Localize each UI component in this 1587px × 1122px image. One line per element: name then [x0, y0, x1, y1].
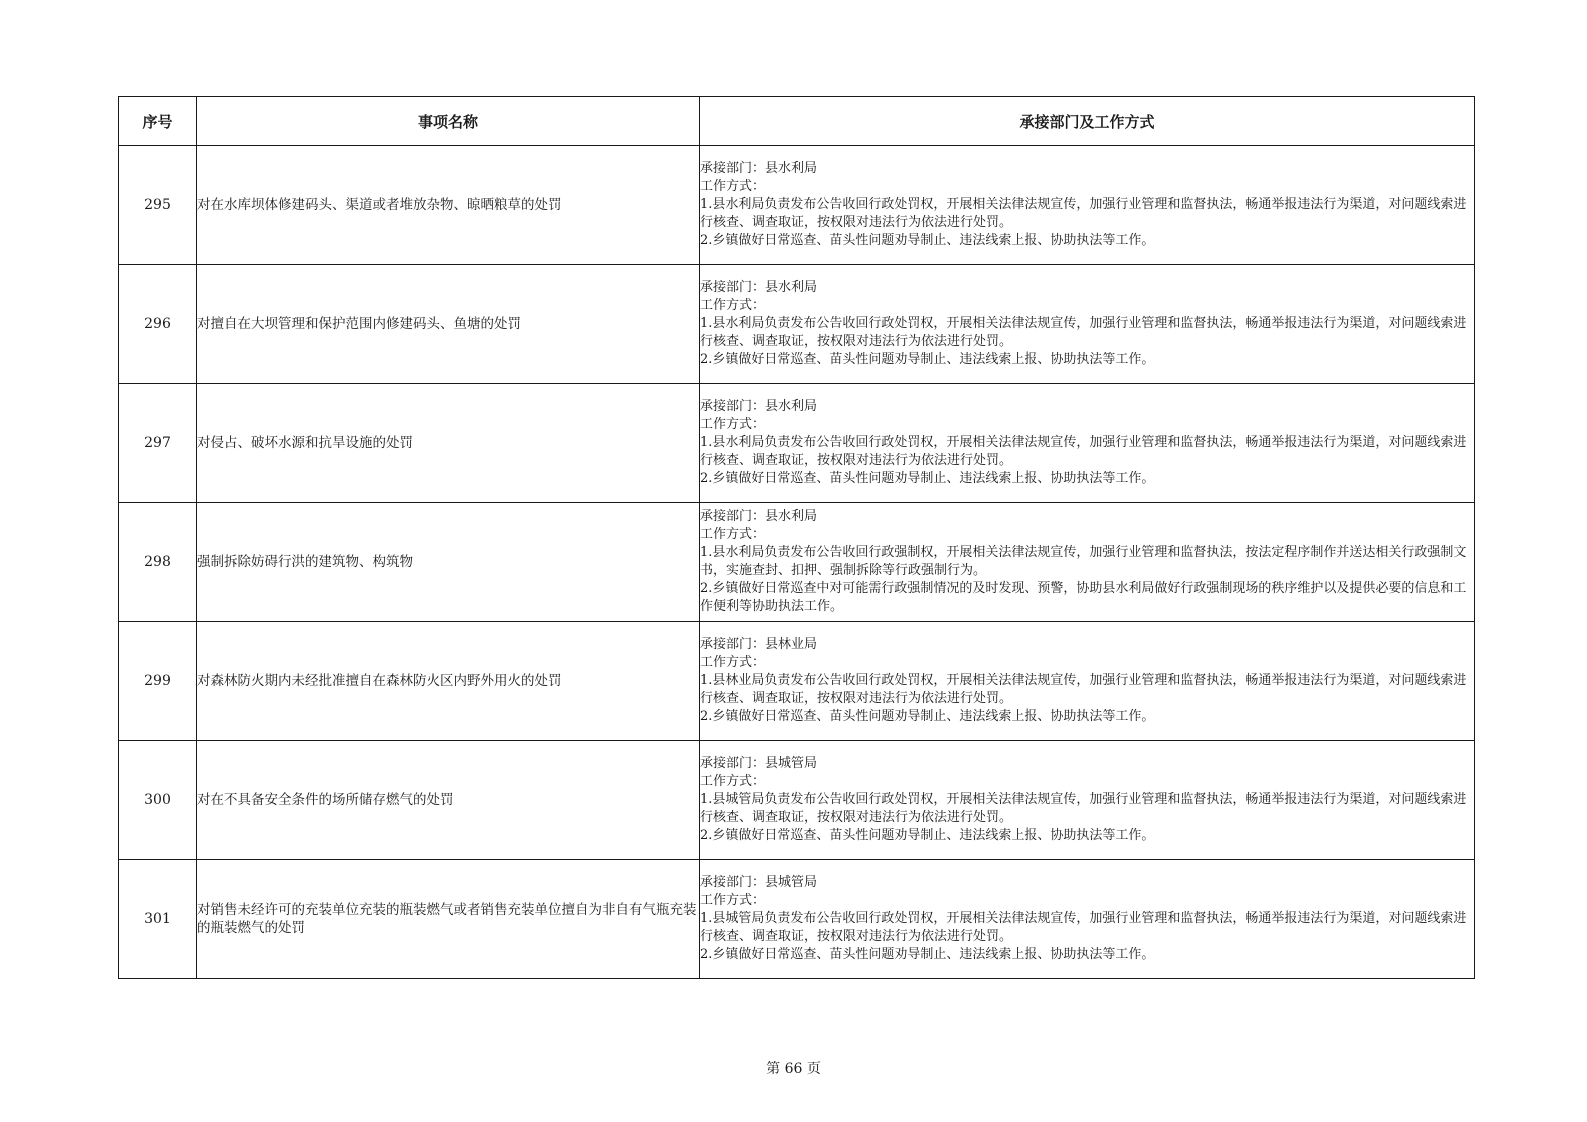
item1-line: 1.县水利局负责发布公告收回行政强制权，开展相关法律法规宣传，加强行业管理和监督执法，按法定程序制作并送达相关行政强制文书，实施查封、扣押、强制拆除等行政强制行为。: [700, 545, 1467, 578]
table-row: [119, 741, 1475, 860]
row-work: [700, 741, 1475, 860]
row-no: 297: [119, 384, 197, 503]
item2-line: 2.乡镇做好日常巡查、苗头性问题劝导制止、违法线索上报、协助执法等工作。: [700, 352, 1155, 367]
header-dept: 承接部门及工作方式: [700, 97, 1475, 146]
method-line: 工作方式：: [700, 179, 766, 194]
dept-line: 承接部门：县林业局: [700, 637, 818, 652]
row-work: [700, 384, 1475, 503]
dept-line: 承接部门：县城管局: [700, 756, 818, 771]
item1-line: 1.县城管局负责发布公告收回行政处罚权，开展相关法律法规宣传，加强行业管理和监督执法，畅通举报违法行为渠道，对问题线索进行核查、调查取证，按权限对违法行为依法进行处罚。: [700, 911, 1467, 944]
row-work: [700, 265, 1475, 384]
row-name: 强制拆除妨碍行洪的建筑物、构筑物: [197, 503, 700, 622]
method-line: 工作方式：: [700, 527, 766, 542]
row-work: [700, 146, 1475, 265]
row-no: 301: [119, 860, 197, 979]
item1-line: 1.县水利局负责发布公告收回行政处罚权，开展相关法律法规宣传，加强行业管理和监督执法，畅通举报违法行为渠道，对问题线索进行核查、调查取证，按权限对违法行为依法进行处罚。: [700, 435, 1467, 468]
dept-line: 承接部门：县水利局: [700, 509, 818, 524]
item1-line: 1.县水利局负责发布公告收回行政处罚权，开展相关法律法规宣传，加强行业管理和监督执法，畅通举报违法行为渠道，对问题线索进行核查、调查取证，按权限对违法行为依法进行处罚。: [700, 197, 1467, 230]
header-no: 序号: [119, 97, 197, 146]
item1-line: 1.县林业局负责发布公告收回行政处罚权，开展相关法律法规宣传，加强行业管理和监督执法，畅通举报违法行为渠道，对问题线索进行核查、调查取证，按权限对违法行为依法进行处罚。: [700, 673, 1467, 706]
table-row: [119, 265, 1475, 384]
row-no: 300: [119, 741, 197, 860]
row-name: 对在不具备安全条件的场所储存燃气的处罚: [197, 741, 700, 860]
method-line: 工作方式：: [700, 893, 766, 908]
table-row: [119, 860, 1475, 979]
item1-line: 1.县城管局负责发布公告收回行政处罚权，开展相关法律法规宣传，加强行业管理和监督执法，畅通举报违法行为渠道，对问题线索进行核查、调查取证，按权限对违法行为依法进行处罚。: [700, 792, 1467, 825]
row-name: 对销售未经许可的充装单位充装的瓶装燃气或者销售充装单位擅自为非自有气瓶充装的瓶装燃气的处罚: [197, 860, 700, 979]
row-work: [700, 503, 1475, 622]
dept-line: 承接部门：县城管局: [700, 875, 818, 890]
item2-line: 2.乡镇做好日常巡查、苗头性问题劝导制止、违法线索上报、协助执法等工作。: [700, 828, 1155, 843]
item2-line: 2.乡镇做好日常巡查、苗头性问题劝导制止、违法线索上报、协助执法等工作。: [700, 233, 1155, 248]
row-work: [700, 622, 1475, 741]
method-line: 工作方式：: [700, 298, 766, 313]
row-name: 对在水库坝体修建码头、渠道或者堆放杂物、晾晒粮草的处罚: [197, 146, 700, 265]
row-no: 296: [119, 265, 197, 384]
header-name: 事项名称: [197, 97, 700, 146]
row-name: 对侵占、破坏水源和抗旱设施的处罚: [197, 384, 700, 503]
matters-table: [118, 96, 1475, 979]
item2-line: 2.乡镇做好日常巡查、苗头性问题劝导制止、违法线索上报、协助执法等工作。: [700, 471, 1155, 486]
table-row: [119, 622, 1475, 741]
method-line: 工作方式：: [700, 417, 766, 432]
page-number: 第 66 页: [766, 1061, 821, 1077]
header-row: [119, 97, 1475, 146]
item2-line: 2.乡镇做好日常巡查、苗头性问题劝导制止、违法线索上报、协助执法等工作。: [700, 709, 1155, 724]
row-no: 298: [119, 503, 197, 622]
table-row: [119, 503, 1475, 622]
row-no: 299: [119, 622, 197, 741]
method-line: 工作方式：: [700, 655, 766, 670]
dept-line: 承接部门：县水利局: [700, 399, 818, 414]
row-name: 对擅自在大坝管理和保护范围内修建码头、鱼塘的处罚: [197, 265, 700, 384]
item2-line: 2.乡镇做好日常巡查中对可能需行政强制情况的及时发现、预警，协助县水利局做好行政强制现场的秩序维护以及提供必要的信息和工作便利等协助执法工作。: [700, 581, 1467, 614]
row-name: 对森林防火期内未经批准擅自在森林防火区内野外用火的处罚: [197, 622, 700, 741]
item1-line: 1.县水利局负责发布公告收回行政处罚权，开展相关法律法规宣传，加强行业管理和监督执法，畅通举报违法行为渠道，对问题线索进行核查、调查取证，按权限对违法行为依法进行处罚。: [700, 316, 1467, 349]
item2-line: 2.乡镇做好日常巡查、苗头性问题劝导制止、违法线索上报、协助执法等工作。: [700, 947, 1155, 962]
row-no: 295: [119, 146, 197, 265]
table-row: [119, 384, 1475, 503]
dept-line: 承接部门：县水利局: [700, 280, 818, 295]
method-line: 工作方式：: [700, 774, 766, 789]
dept-line: 承接部门：县水利局: [700, 161, 818, 176]
row-work: [700, 860, 1475, 979]
table-row: [119, 146, 1475, 265]
